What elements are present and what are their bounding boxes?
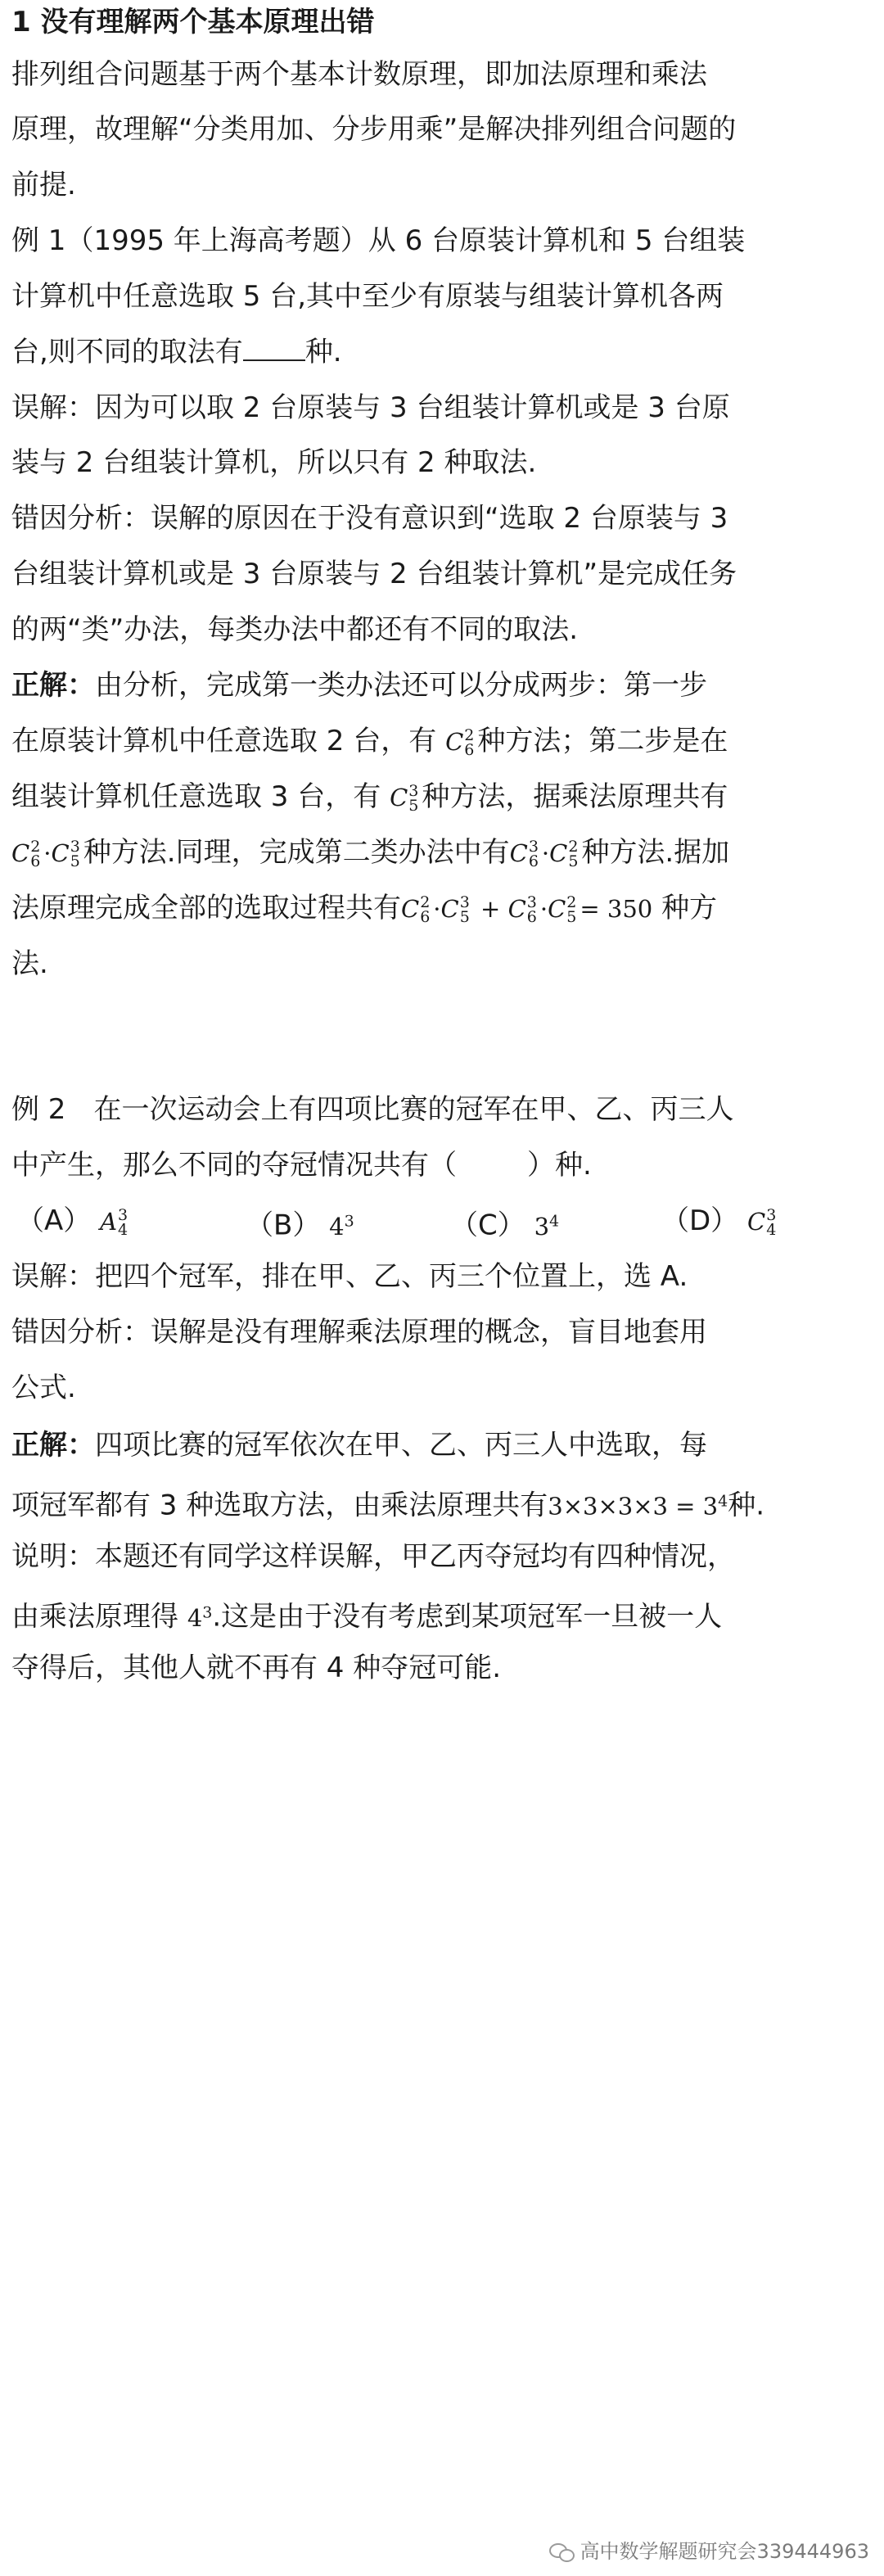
example1-error-2: 台组装计算机或是 3 台原装与 2 台组装计算机”是完成任务 bbox=[11, 558, 737, 590]
option-a: （A） A 3 4 bbox=[16, 1204, 129, 1239]
example1-solution-5: 法原理完成全部的选取过程共有C 2 6 ·C 3 5 + C 3 6 ·C 2 5 = 350 种方 bbox=[11, 892, 718, 926]
option-d: （D） C 3 4 bbox=[661, 1204, 777, 1239]
example2-question-2: 中产生，那么不同的夺冠情况共有（ ）种. bbox=[11, 1149, 592, 1182]
wechat-icon bbox=[549, 2542, 574, 2561]
example2-note-1: 说明：本题还有同学这样误解，甲乙丙夺冠均有四种情况， bbox=[11, 1540, 735, 1573]
option-c: （C） $3^4$ bbox=[450, 1209, 560, 1242]
example1-wrong-1: 误解：因为可以取 2 台原装与 3 台组装计算机或是 3 台原 bbox=[11, 391, 730, 424]
example1-question-1: 例 1（1995 年上海高考题）从 6 台原装计算机和 5 台组装 bbox=[11, 224, 746, 257]
example2-solution-2: 项冠军都有 3 种选取方法，由乘法原理共有$3\times 3\times 3\times 3 = 3^4$种. bbox=[11, 1489, 765, 1522]
example1-solution-6: 法. bbox=[11, 947, 48, 980]
example1-question-3: 台,则不同的取法有 种. bbox=[11, 333, 873, 371]
section-heading: 1 没有理解两个基本原理出错 bbox=[11, 6, 375, 38]
example1-error-1: 错因分析：误解的原因在于没有意识到“选取 2 台原装与 3 bbox=[11, 502, 728, 535]
example2-error-1: 错因分析：误解是没有理解乘法原理的概念，盲目地套用 bbox=[11, 1316, 707, 1349]
example1-solution-2: 在原装计算机中任意选取 2 台，有 C 2 6 种方法；第二步是在 bbox=[11, 725, 728, 759]
option-b: （B） $4^3$ bbox=[246, 1209, 354, 1242]
answer-blank bbox=[243, 333, 305, 361]
example1-question-2: 计算机中任意选取 5 台,其中至少有原装与组装计算机各两 bbox=[11, 280, 724, 313]
intro-line-1: 排列组合问题基于两个基本计数原理，即加法原理和乘法 bbox=[11, 58, 707, 91]
intro-line-3: 前提. bbox=[11, 169, 76, 201]
example2-note-3: 夺得后，其他人就不再有 4 种夺冠可能. bbox=[11, 1652, 502, 1684]
watermark bbox=[549, 2538, 869, 2565]
example2-question-1: 例 2 在一次运动会上有四项比赛的冠军在甲、乙、丙三人 bbox=[11, 1093, 734, 1126]
watermark-text: 高中数学解题研究会339444963 bbox=[580, 2540, 869, 2563]
example1-solution-3: 组装计算机任意选取 3 台，有 C 3 5 种方法，据乘法原理共有 bbox=[11, 780, 728, 815]
example1-solution-1: 正解：由分析，完成第一类办法还可以分成两步：第一步 bbox=[11, 669, 707, 702]
example1-error-3: 的两“类”办法，每类办法中都还有不同的取法. bbox=[11, 613, 579, 646]
example2-wrong: 误解：把四个冠军，排在甲、乙、丙三个位置上，选 A. bbox=[11, 1260, 688, 1293]
example2-error-2: 公式. bbox=[11, 1372, 76, 1404]
example2-solution-1: 正解：四项比赛的冠军依次在甲、乙、丙三人中选取，每 bbox=[11, 1429, 707, 1462]
intro-line-2: 原理，故理解“分类用加、分步用乘”是解决排列组合问题的 bbox=[11, 113, 737, 146]
example1-wrong-2: 装与 2 台组装计算机，所以只有 2 种取法. bbox=[11, 446, 537, 479]
solution-label: 正解： bbox=[11, 669, 95, 702]
example1-solution-4: C 2 6 ·C 3 5 种方法.同理，完成第二类办法中有C 3 6 ·C 2 5 种方法.据加 bbox=[11, 836, 730, 870]
solution-label: 正解： bbox=[11, 1429, 95, 1462]
example2-note-2: 由乘法原理得 $4^3$.这是由于没有考虑到某项冠军一旦被一人 bbox=[11, 1600, 723, 1634]
